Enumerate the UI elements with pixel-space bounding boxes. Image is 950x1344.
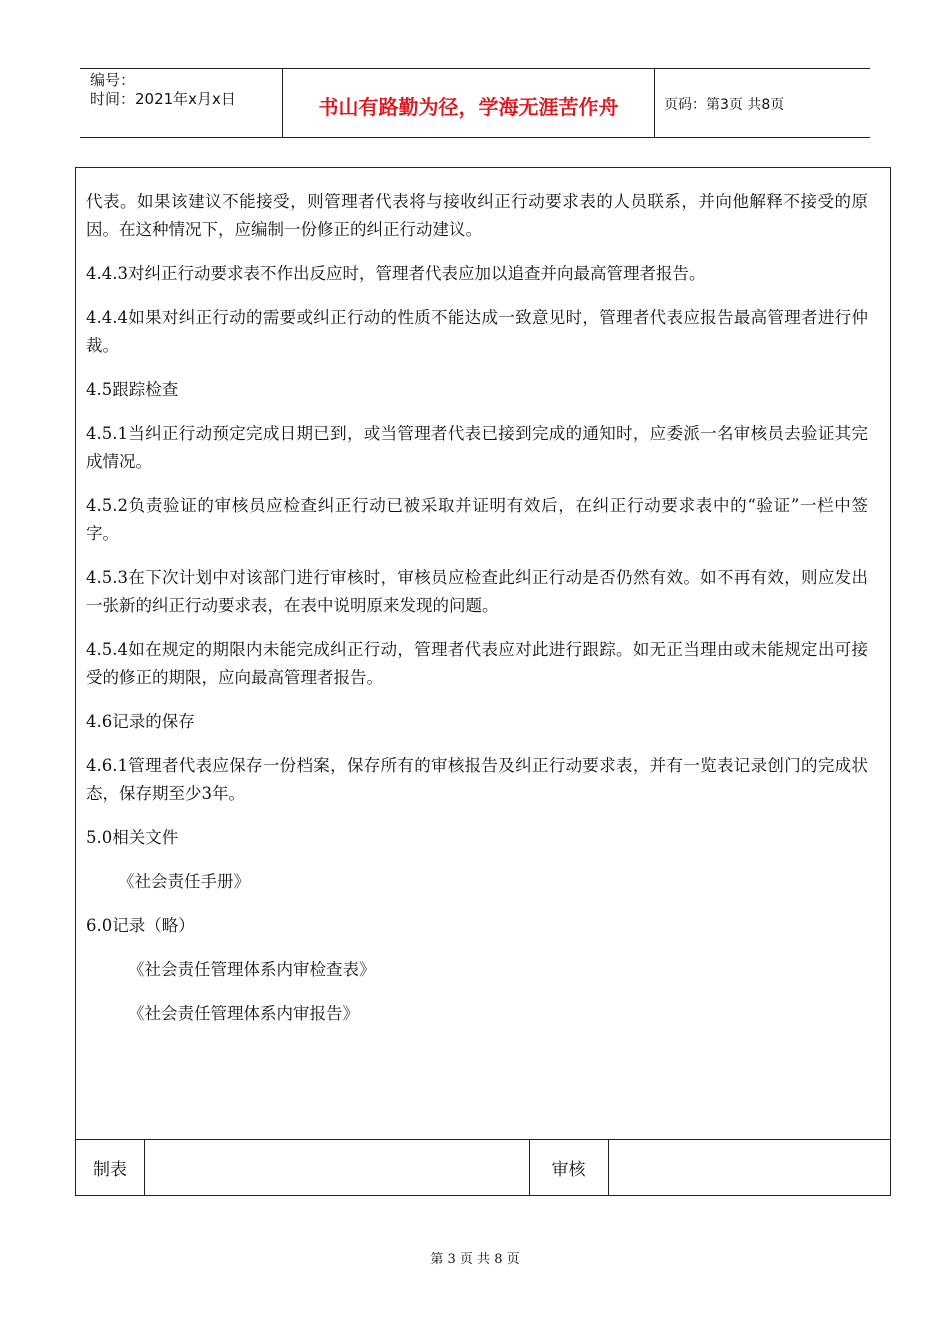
cell-divider <box>144 1140 145 1195</box>
page-header <box>80 68 870 138</box>
header-meta <box>90 71 236 109</box>
section-heading: 4.5跟踪检查 <box>86 380 179 399</box>
prepared-by-label: 制表 <box>93 1160 127 1180</box>
section-heading: 6.0记录（略） <box>86 916 195 935</box>
paragraph: 4.5.3在下次计划中对该部门进行审核时，审核员应检查此纠正行动是否仍然有效。如不再有效，则应发出一张新的纠正行动要求表，在表中说明原来发现的问题。 <box>86 568 868 615</box>
header-page-number: 页码：第3页 共8页 <box>664 97 785 113</box>
paragraph: 4.5.1当纠正行动预定完成日期已到，或当管理者代表已接到完成的通知时，应委派一名审核员去验证其完成情况。 <box>86 424 868 471</box>
document-number-label: 编号： <box>90 71 136 89</box>
signature-row <box>76 1139 890 1195</box>
record-item: 《社会责任管理体系内审报告》 <box>128 1004 359 1023</box>
paragraph: 4.4.4如果对纠正行动的需要或纠正行动的性质不能达成一致意见时，管理者代表应报告最高管理者进行仲裁。 <box>86 308 868 355</box>
document-body <box>86 188 868 1044</box>
section-heading: 5.0相关文件 <box>86 828 179 847</box>
cell-divider <box>608 1140 609 1195</box>
paragraph: 4.5.4如在规定的期限内未能完成纠正行动，管理者代表应对此进行跟踪。如无正当理由或未能规定出可接受的修正的期限，应向最高管理者报告。 <box>86 640 868 687</box>
record-item: 《社会责任管理体系内审检查表》 <box>128 960 376 979</box>
header-divider <box>654 69 655 137</box>
reviewed-by-label: 审核 <box>551 1160 586 1180</box>
document-form <box>75 167 891 1196</box>
paragraph: 4.6.1管理者代表应保存一份档案，保存所有的审核报告及纠正行动要求表，并有一览表记录创门的完成状态，保存期至少3年。 <box>86 756 868 803</box>
paragraph: 代表。如果该建议不能接受，则管理者代表将与接收纠正行动要求表的人员联系，并向他解释不接受的原因。在这种情况下，应编制一份修正的纠正行动建议。 <box>86 192 868 239</box>
paragraph: 4.4.3对纠正行动要求表不作出反应时，管理者代表应加以追查并向最高管理者报告。 <box>86 264 706 283</box>
paragraph: 4.5.2负责验证的审核员应检查纠正行动已被采取并证明有效后，在纠正行动要求表中的“验证”一栏中签字。 <box>86 496 868 543</box>
document-date-label: 时间：2021年x月x日 <box>90 90 236 108</box>
page-footer: 第 3 页 共 8 页 <box>430 1252 520 1267</box>
section-heading: 4.6记录的保存 <box>86 712 195 731</box>
related-document: 《社会责任手册》 <box>118 872 250 891</box>
header-slogan: 书山有路勤为径，学海无涯苦作舟 <box>318 95 619 119</box>
